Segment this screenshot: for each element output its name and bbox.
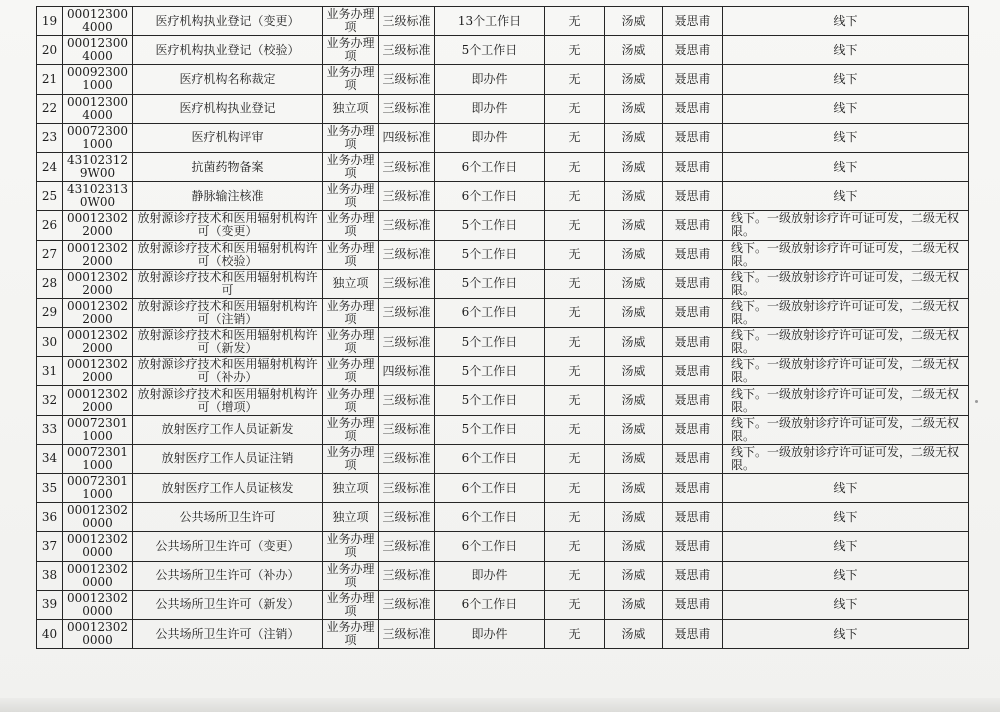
cell-number: 32: [37, 386, 63, 415]
cell-standard-level: 三级标准: [379, 36, 435, 65]
cell-standard-level: 三级标准: [379, 240, 435, 269]
cell-processing-time: 6个工作日: [435, 182, 545, 211]
cell-processing-time: 5个工作日: [435, 328, 545, 357]
cell-item-code: 000723011000: [63, 415, 133, 444]
table-row: [37, 7, 969, 36]
cell-processing-time: 6个工作日: [435, 474, 545, 503]
cell-item-name: 公共场所卫生许可（变更）: [133, 532, 323, 561]
cell-item-code: 000923001000: [63, 65, 133, 94]
cell-processing-time: 即办件: [435, 561, 545, 590]
cell-item-type: 独立项: [323, 503, 379, 532]
cell-item-name: 放射源诊疗技术和医用辐射机构许可（变更）: [133, 211, 323, 240]
cell-standard-level: 三级标准: [379, 590, 435, 619]
table-row: [37, 561, 969, 590]
cell-handler: 汤威: [605, 415, 663, 444]
cell-item-name: 医疗机构评审: [133, 123, 323, 152]
cell-handling-mode: 线下。一级放射诊疗许可证可发，二级无权限。: [723, 415, 969, 444]
cell-number: 19: [37, 7, 63, 36]
cell-processing-time: 6个工作日: [435, 444, 545, 473]
cell-reviewer: 聂思甫: [663, 532, 723, 561]
cell-handling-mode: 线下: [723, 561, 969, 590]
cell-reviewer: 聂思甫: [663, 503, 723, 532]
cell-processing-time: 5个工作日: [435, 386, 545, 415]
table-row: [37, 94, 969, 123]
table-row: [37, 269, 969, 298]
table-row: [37, 532, 969, 561]
cell-handling-mode: 线下。一级放射诊疗许可证可发，二级无权限。: [723, 386, 969, 415]
cell-item-name: 放射源诊疗技术和医用辐射机构许可: [133, 269, 323, 298]
cell-fee: 无: [545, 7, 605, 36]
cell-processing-time: 即办件: [435, 65, 545, 94]
table-row: [37, 182, 969, 211]
cell-fee: 无: [545, 474, 605, 503]
cell-fee: 无: [545, 152, 605, 181]
cell-number: 37: [37, 532, 63, 561]
cell-number: 29: [37, 298, 63, 327]
cell-standard-level: 三级标准: [379, 328, 435, 357]
cell-reviewer: 聂思甫: [663, 357, 723, 386]
cell-handling-mode: 线下。一级放射诊疗许可证可发，二级无权限。: [723, 328, 969, 357]
cell-item-type: 业务办理项: [323, 357, 379, 386]
cell-handling-mode: 线下: [723, 94, 969, 123]
cell-number: 28: [37, 269, 63, 298]
cell-handler: 汤威: [605, 7, 663, 36]
cell-fee: 无: [545, 503, 605, 532]
cell-number: 26: [37, 211, 63, 240]
cell-standard-level: 三级标准: [379, 444, 435, 473]
table-row: [37, 357, 969, 386]
cell-reviewer: 聂思甫: [663, 269, 723, 298]
cell-fee: 无: [545, 532, 605, 561]
cell-standard-level: 三级标准: [379, 182, 435, 211]
cell-fee: 无: [545, 94, 605, 123]
cell-handler: 汤威: [605, 269, 663, 298]
cell-processing-time: 5个工作日: [435, 415, 545, 444]
cell-fee: 无: [545, 415, 605, 444]
cell-item-code: 000123022000: [63, 298, 133, 327]
cell-item-name: 公共场所卫生许可（补办）: [133, 561, 323, 590]
cell-handling-mode: 线下: [723, 36, 969, 65]
cell-processing-time: 5个工作日: [435, 240, 545, 269]
cell-reviewer: 聂思甫: [663, 94, 723, 123]
cell-number: 35: [37, 474, 63, 503]
cell-number: 24: [37, 152, 63, 181]
cell-handler: 汤威: [605, 182, 663, 211]
cell-number: 27: [37, 240, 63, 269]
cell-number: 22: [37, 94, 63, 123]
cell-reviewer: 聂思甫: [663, 298, 723, 327]
cell-item-code: 000123004000: [63, 36, 133, 65]
cell-item-type: 独立项: [323, 474, 379, 503]
cell-processing-time: 5个工作日: [435, 36, 545, 65]
cell-reviewer: 聂思甫: [663, 328, 723, 357]
cell-standard-level: 三级标准: [379, 211, 435, 240]
table-row: [37, 619, 969, 648]
cell-processing-time: 即办件: [435, 123, 545, 152]
cell-item-name: 公共场所卫生许可（注销）: [133, 619, 323, 648]
cell-item-name: 放射源诊疗技术和医用辐射机构许可（校验）: [133, 240, 323, 269]
cell-handler: 汤威: [605, 561, 663, 590]
cell-item-code: 000123022000: [63, 386, 133, 415]
cell-reviewer: 聂思甫: [663, 474, 723, 503]
cell-fee: 无: [545, 590, 605, 619]
cell-reviewer: 聂思甫: [663, 561, 723, 590]
cell-item-name: 放射源诊疗技术和医用辐射机构许可（补办）: [133, 357, 323, 386]
cell-handler: 汤威: [605, 386, 663, 415]
cell-item-code: 000123020000: [63, 532, 133, 561]
cell-item-code: 000123022000: [63, 357, 133, 386]
cell-fee: 无: [545, 269, 605, 298]
cell-standard-level: 三级标准: [379, 619, 435, 648]
cell-item-type: 业务办理项: [323, 386, 379, 415]
cell-reviewer: 聂思甫: [663, 182, 723, 211]
cell-fee: 无: [545, 211, 605, 240]
cell-number: 31: [37, 357, 63, 386]
cell-item-type: 业务办理项: [323, 444, 379, 473]
cell-reviewer: 聂思甫: [663, 415, 723, 444]
cell-item-code: 000123020000: [63, 503, 133, 532]
cell-handler: 汤威: [605, 240, 663, 269]
cell-item-code: 000123022000: [63, 211, 133, 240]
cell-fee: 无: [545, 36, 605, 65]
table-row: [37, 152, 969, 181]
cell-number: 23: [37, 123, 63, 152]
cell-handling-mode: 线下。一级放射诊疗许可证可发，二级无权限。: [723, 269, 969, 298]
table-row: [37, 123, 969, 152]
cell-processing-time: 6个工作日: [435, 152, 545, 181]
cell-item-name: 静脉输注核准: [133, 182, 323, 211]
cell-item-code: 431023129W00: [63, 152, 133, 181]
cell-handler: 汤威: [605, 94, 663, 123]
cell-number: 39: [37, 590, 63, 619]
cell-number: 38: [37, 561, 63, 590]
cell-item-type: 业务办理项: [323, 211, 379, 240]
table-row: [37, 298, 969, 327]
cell-item-name: 放射医疗工作人员证注销: [133, 444, 323, 473]
table-row: [37, 590, 969, 619]
cell-standard-level: 三级标准: [379, 532, 435, 561]
cell-handling-mode: 线下: [723, 65, 969, 94]
service-items-table: [36, 6, 969, 649]
cell-processing-time: 6个工作日: [435, 590, 545, 619]
cell-reviewer: 聂思甫: [663, 619, 723, 648]
cell-processing-time: 即办件: [435, 94, 545, 123]
cell-handler: 汤威: [605, 444, 663, 473]
cell-handler: 汤威: [605, 590, 663, 619]
cell-reviewer: 聂思甫: [663, 36, 723, 65]
cell-handling-mode: 线下: [723, 7, 969, 36]
cell-item-code: 000123004000: [63, 7, 133, 36]
table-row: [37, 65, 969, 94]
cell-processing-time: 5个工作日: [435, 357, 545, 386]
cell-item-type: 业务办理项: [323, 152, 379, 181]
cell-standard-level: 三级标准: [379, 152, 435, 181]
cell-item-type: 业务办理项: [323, 240, 379, 269]
cell-item-type: 独立项: [323, 269, 379, 298]
cell-item-type: 业务办理项: [323, 123, 379, 152]
cell-fee: 无: [545, 328, 605, 357]
cell-handler: 汤威: [605, 152, 663, 181]
cell-number: 25: [37, 182, 63, 211]
cell-processing-time: 5个工作日: [435, 211, 545, 240]
cell-number: 30: [37, 328, 63, 357]
cell-item-name: 公共场所卫生许可: [133, 503, 323, 532]
cell-standard-level: 四级标准: [379, 357, 435, 386]
cell-fee: 无: [545, 444, 605, 473]
cell-reviewer: 聂思甫: [663, 7, 723, 36]
cell-standard-level: 三级标准: [379, 65, 435, 94]
cell-handling-mode: 线下: [723, 619, 969, 648]
cell-handling-mode: 线下: [723, 123, 969, 152]
cell-item-name: 放射医疗工作人员证新发: [133, 415, 323, 444]
cell-item-code: 431023130W00: [63, 182, 133, 211]
cell-item-name: 放射源诊疗技术和医用辐射机构许可（新发）: [133, 328, 323, 357]
cell-processing-time: 6个工作日: [435, 503, 545, 532]
cell-number: 33: [37, 415, 63, 444]
cell-reviewer: 聂思甫: [663, 65, 723, 94]
cell-handler: 汤威: [605, 619, 663, 648]
cell-item-type: 独立项: [323, 94, 379, 123]
table-row: [37, 415, 969, 444]
cell-handler: 汤威: [605, 36, 663, 65]
cell-handling-mode: 线下: [723, 474, 969, 503]
cell-item-code: 000123020000: [63, 590, 133, 619]
cell-item-code: 000123022000: [63, 328, 133, 357]
cell-fee: 无: [545, 357, 605, 386]
cell-item-code: 000123020000: [63, 619, 133, 648]
cell-number: 20: [37, 36, 63, 65]
cell-handler: 汤威: [605, 298, 663, 327]
cell-item-code: 000123022000: [63, 269, 133, 298]
cell-item-type: 业务办理项: [323, 619, 379, 648]
cell-item-type: 业务办理项: [323, 415, 379, 444]
cell-number: 34: [37, 444, 63, 473]
cell-standard-level: 三级标准: [379, 269, 435, 298]
cell-reviewer: 聂思甫: [663, 240, 723, 269]
cell-item-code: 000723011000: [63, 474, 133, 503]
cell-item-code: 000123020000: [63, 561, 133, 590]
cell-handling-mode: 线下。一级放射诊疗许可证可发，二级无权限。: [723, 357, 969, 386]
cell-fee: 无: [545, 298, 605, 327]
cell-processing-time: 13个工作日: [435, 7, 545, 36]
cell-handler: 汤威: [605, 532, 663, 561]
cell-handling-mode: 线下。一级放射诊疗许可证可发，二级无权限。: [723, 240, 969, 269]
cell-number: 36: [37, 503, 63, 532]
cell-handler: 汤威: [605, 503, 663, 532]
table-row: [37, 474, 969, 503]
cell-handler: 汤威: [605, 65, 663, 94]
cell-handler: 汤威: [605, 123, 663, 152]
table-row: [37, 211, 969, 240]
cell-handler: 汤威: [605, 474, 663, 503]
cell-reviewer: 聂思甫: [663, 123, 723, 152]
cell-item-name: 医疗机构执业登记（校验）: [133, 36, 323, 65]
cell-item-code: 000123004000: [63, 94, 133, 123]
cell-handler: 汤威: [605, 328, 663, 357]
cell-item-type: 业务办理项: [323, 561, 379, 590]
cell-handling-mode: 线下: [723, 590, 969, 619]
cell-item-name: 放射源诊疗技术和医用辐射机构许可（增项）: [133, 386, 323, 415]
cell-item-code: 000723011000: [63, 444, 133, 473]
cell-processing-time: 6个工作日: [435, 532, 545, 561]
cell-handling-mode: 线下: [723, 182, 969, 211]
cell-item-type: 业务办理项: [323, 182, 379, 211]
cell-handler: 汤威: [605, 357, 663, 386]
cell-reviewer: 聂思甫: [663, 444, 723, 473]
cell-processing-time: 6个工作日: [435, 298, 545, 327]
table-row: [37, 36, 969, 65]
cell-processing-time: 5个工作日: [435, 269, 545, 298]
cell-handling-mode: 线下。一级放射诊疗许可证可发，二级无权限。: [723, 298, 969, 327]
cell-reviewer: 聂思甫: [663, 590, 723, 619]
cell-handling-mode: 线下: [723, 152, 969, 181]
cell-item-type: 业务办理项: [323, 590, 379, 619]
cell-fee: 无: [545, 65, 605, 94]
cell-item-name: 放射医疗工作人员证核发: [133, 474, 323, 503]
cell-item-name: 放射源诊疗技术和医用辐射机构许可（注销）: [133, 298, 323, 327]
cell-item-name: 公共场所卫生许可（新发）: [133, 590, 323, 619]
table-row: [37, 444, 969, 473]
table-row: [37, 503, 969, 532]
cell-item-name: 医疗机构执业登记: [133, 94, 323, 123]
cell-item-type: 业务办理项: [323, 65, 379, 94]
cell-reviewer: 聂思甫: [663, 211, 723, 240]
table-row: [37, 328, 969, 357]
cell-handling-mode: 线下。一级放射诊疗许可证可发，二级无权限。: [723, 444, 969, 473]
cell-item-code: 000123022000: [63, 240, 133, 269]
cell-standard-level: 三级标准: [379, 298, 435, 327]
cell-item-type: 业务办理项: [323, 36, 379, 65]
cell-handling-mode: 线下: [723, 503, 969, 532]
cell-standard-level: 三级标准: [379, 94, 435, 123]
table-row: [37, 386, 969, 415]
cell-standard-level: 三级标准: [379, 503, 435, 532]
cell-standard-level: 三级标准: [379, 386, 435, 415]
cell-handling-mode: 线下。一级放射诊疗许可证可发，二级无权限。: [723, 211, 969, 240]
cell-fee: 无: [545, 619, 605, 648]
cell-fee: 无: [545, 561, 605, 590]
table-body: [37, 7, 969, 649]
cell-item-type: 业务办理项: [323, 532, 379, 561]
cell-handling-mode: 线下: [723, 532, 969, 561]
cell-number: 40: [37, 619, 63, 648]
table-row: [37, 240, 969, 269]
cell-number: 21: [37, 65, 63, 94]
cell-processing-time: 即办件: [435, 619, 545, 648]
page-bottom-edge: [0, 698, 1000, 712]
cell-item-code: 000723001000: [63, 123, 133, 152]
cell-item-type: 业务办理项: [323, 7, 379, 36]
cell-standard-level: 三级标准: [379, 415, 435, 444]
cell-standard-level: 三级标准: [379, 474, 435, 503]
cell-fee: 无: [545, 240, 605, 269]
cell-item-name: 医疗机构名称裁定: [133, 65, 323, 94]
cell-standard-level: 四级标准: [379, 123, 435, 152]
cell-reviewer: 聂思甫: [663, 386, 723, 415]
cell-fee: 无: [545, 386, 605, 415]
cell-reviewer: 聂思甫: [663, 152, 723, 181]
cell-fee: 无: [545, 123, 605, 152]
cell-item-type: 业务办理项: [323, 298, 379, 327]
cell-fee: 无: [545, 182, 605, 211]
cell-item-name: 医疗机构执业登记（变更）: [133, 7, 323, 36]
cell-item-name: 抗菌药物备案: [133, 152, 323, 181]
cell-standard-level: 三级标准: [379, 561, 435, 590]
cell-handler: 汤威: [605, 211, 663, 240]
cell-item-type: 业务办理项: [323, 328, 379, 357]
cell-standard-level: 三级标准: [379, 7, 435, 36]
scan-speck: [975, 400, 978, 403]
